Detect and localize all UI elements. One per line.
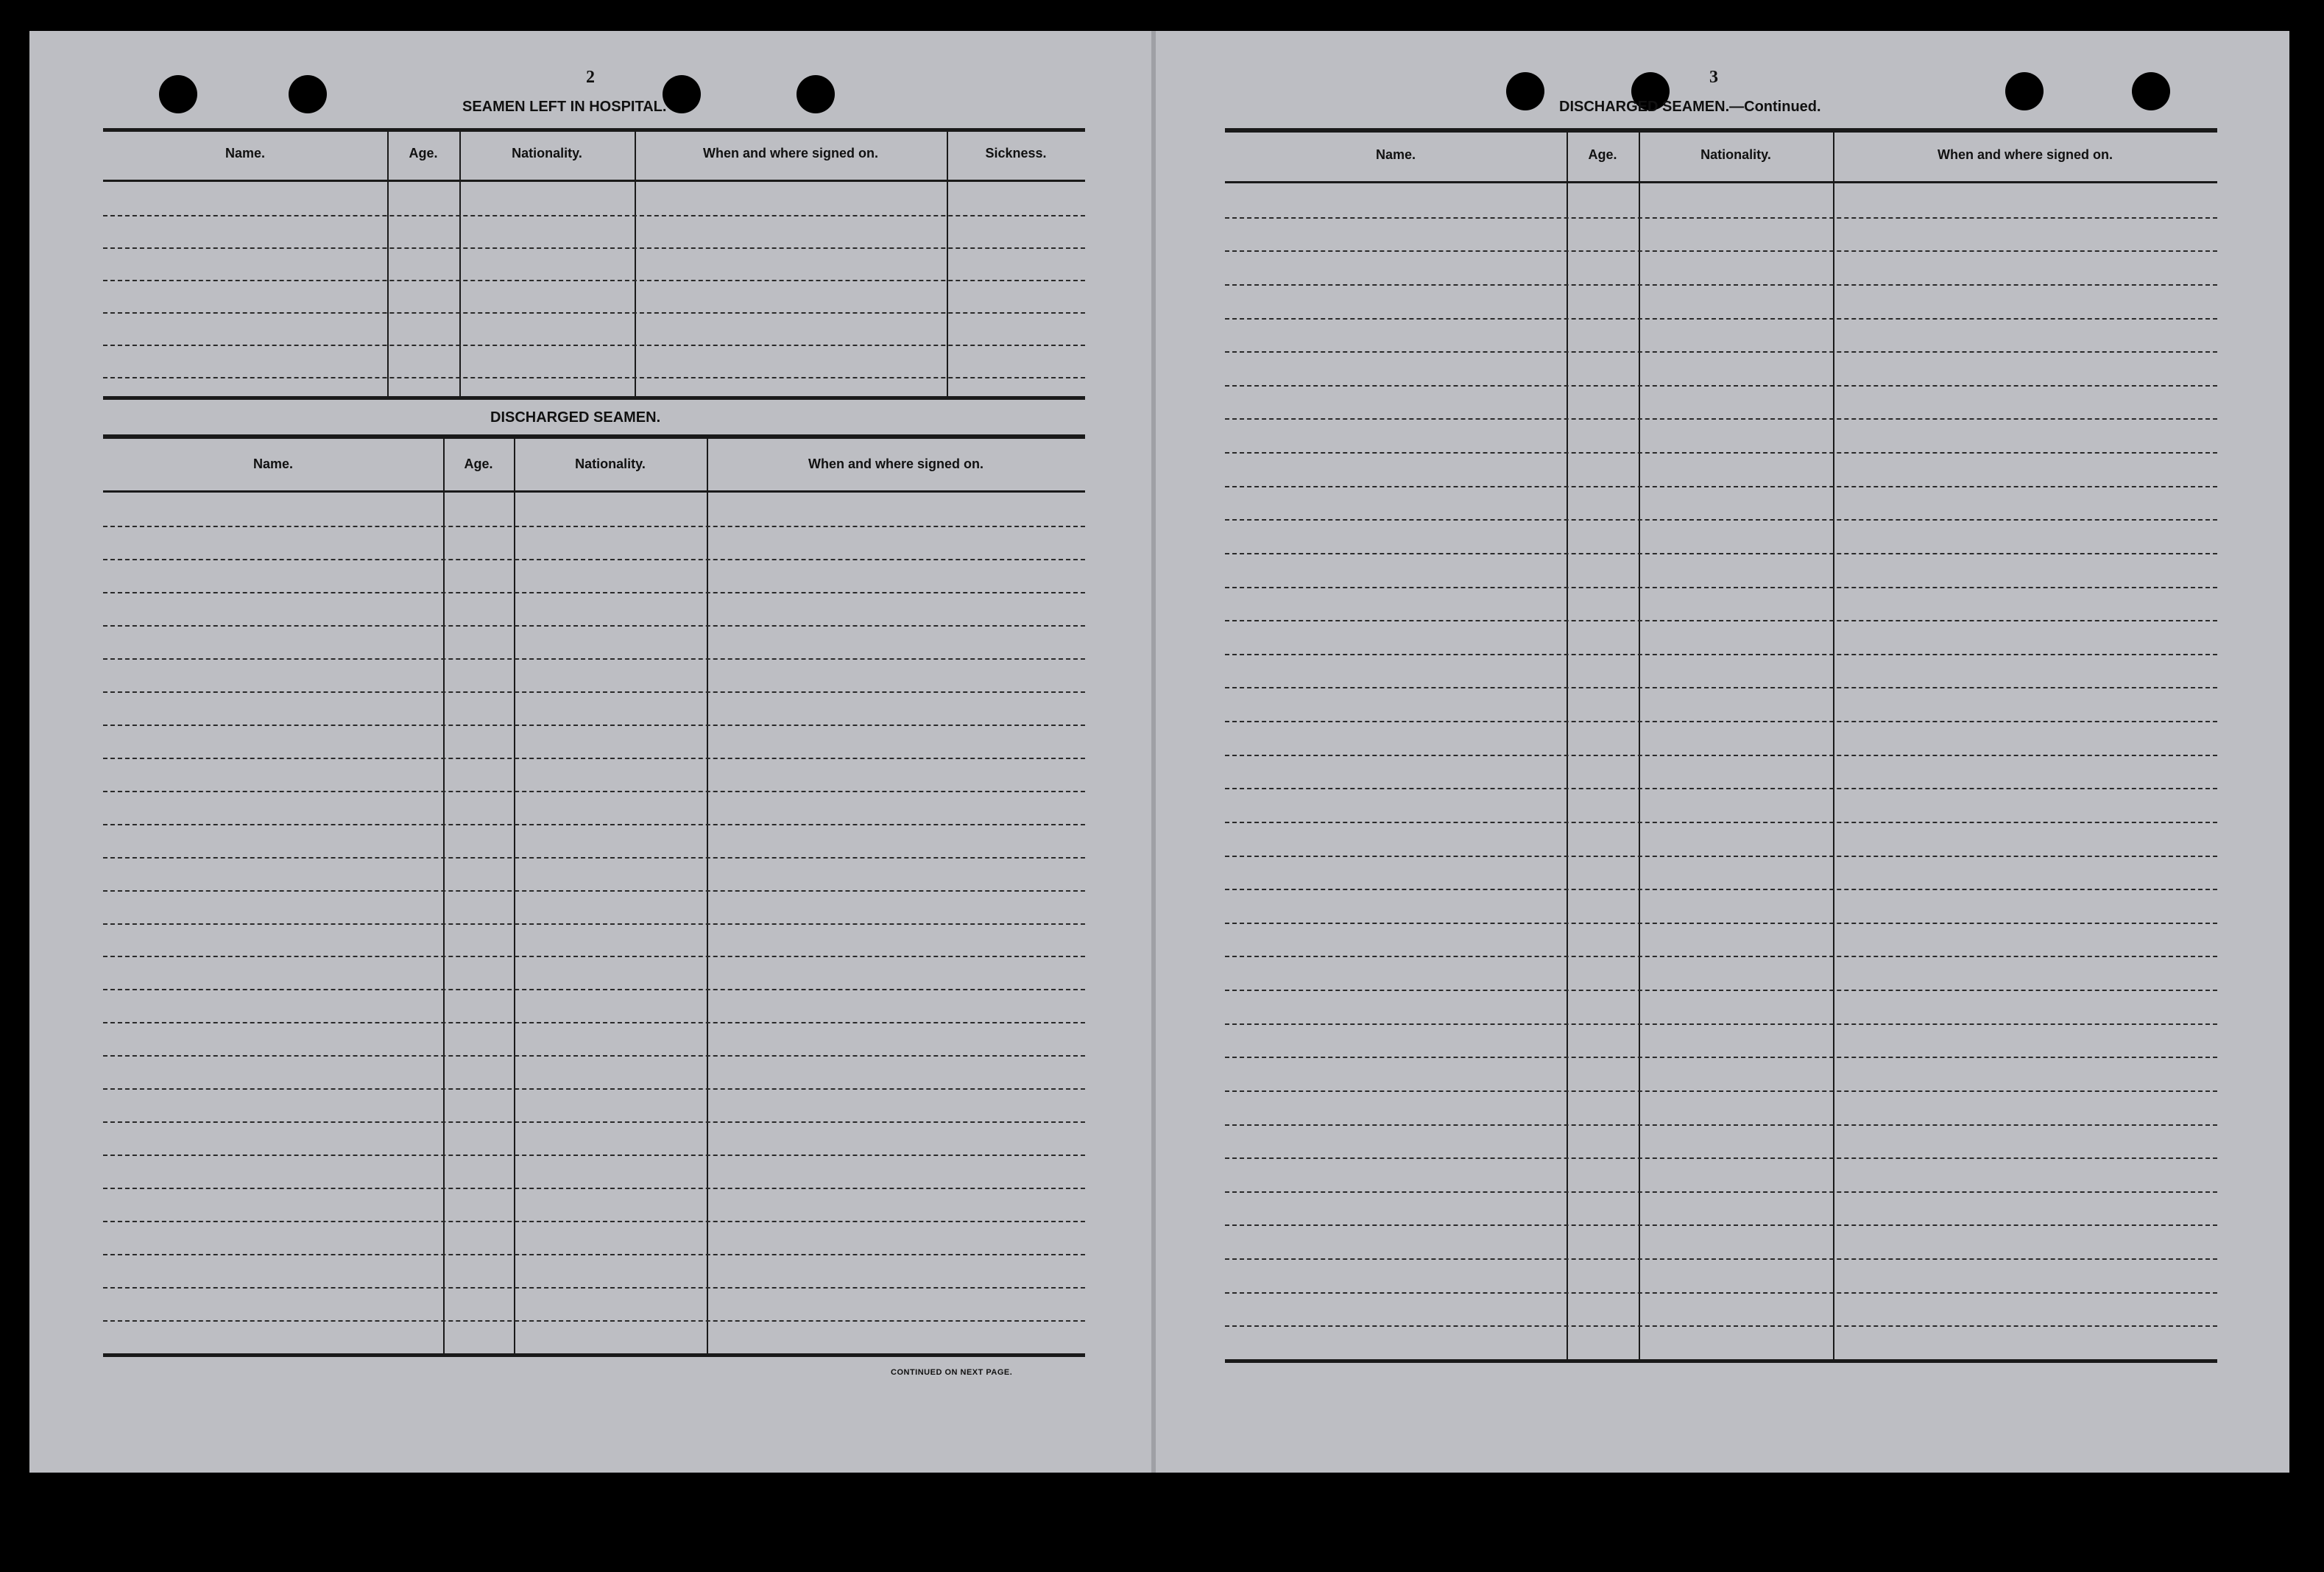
punch-hole <box>2005 72 2044 110</box>
discharged-entry-line[interactable] <box>103 1055 1085 1057</box>
hospital-entry-line[interactable] <box>103 377 1085 378</box>
discharged-entry-line[interactable] <box>103 1155 1085 1156</box>
discharged-entry-line[interactable] <box>103 1320 1085 1322</box>
continued-entry-line[interactable] <box>1225 217 2217 219</box>
discharged-entry-line[interactable] <box>103 1088 1085 1090</box>
continued-entry-line[interactable] <box>1225 889 2217 890</box>
hospital-entry-line[interactable] <box>103 215 1085 216</box>
continued-entry-line[interactable] <box>1225 1224 2217 1226</box>
continued-entry-line[interactable] <box>1225 553 2217 554</box>
continued-entry-line[interactable] <box>1225 956 2217 957</box>
continued-entry-line[interactable] <box>1225 923 2217 924</box>
discharged-entry-line[interactable] <box>103 956 1085 957</box>
discharged-entry-line[interactable] <box>103 1254 1085 1255</box>
discharged-entry-line[interactable] <box>103 625 1085 627</box>
discharged-col-age: Age. <box>464 457 493 471</box>
discharged-entry-line[interactable] <box>103 725 1085 726</box>
continued-entry-line[interactable] <box>1225 284 2217 286</box>
continued-entry-line[interactable] <box>1225 822 2217 823</box>
discharged-col-nationality: Nationality. <box>575 457 646 471</box>
discharged-table <box>103 434 1085 1359</box>
discharged-entry-line[interactable] <box>103 857 1085 859</box>
continued-entry-line[interactable] <box>1225 452 2217 454</box>
discharged-entry-line[interactable] <box>103 592 1085 593</box>
hospital-col-sickness: Sickness. <box>985 146 1047 161</box>
continued-entry-line[interactable] <box>1225 1325 2217 1327</box>
hospital-col-age: Age. <box>409 146 438 161</box>
discharged-continued-table <box>1225 128 2217 1365</box>
hospital-table <box>103 128 1085 401</box>
continued-entry-line[interactable] <box>1225 1090 2217 1092</box>
discharged-entry-line[interactable] <box>103 1221 1085 1222</box>
discharged-entry-line[interactable] <box>103 1188 1085 1189</box>
hospital-section-title: SEAMEN LEFT IN HOSPITAL. <box>462 99 667 115</box>
discharged-section-title: DISCHARGED SEAMEN. <box>490 409 661 426</box>
hospital-entry-line[interactable] <box>103 312 1085 314</box>
continued-entry-line[interactable] <box>1225 351 2217 353</box>
continued-entry-line[interactable] <box>1225 1124 2217 1126</box>
continued-entry-line[interactable] <box>1225 1023 2217 1025</box>
discharged-entry-line[interactable] <box>103 758 1085 759</box>
discharged-entry-line[interactable] <box>103 658 1085 660</box>
discharged-col-signed-on: When and where signed on. <box>808 457 984 471</box>
page-number-right: 3 <box>1709 68 1718 87</box>
continued-col-nationality: Nationality. <box>1700 147 1771 162</box>
hospital-entry-line[interactable] <box>103 247 1085 249</box>
discharged-entry-line[interactable] <box>103 989 1085 990</box>
discharged-entry-line[interactable] <box>103 559 1085 560</box>
punch-hole <box>797 75 835 113</box>
discharged-entry-line[interactable] <box>103 1022 1085 1023</box>
discharged-col-name: Name. <box>252 457 294 471</box>
discharged-entry-line[interactable] <box>103 1121 1085 1123</box>
discharged-entry-line[interactable] <box>103 890 1085 892</box>
discharged-entry-line[interactable] <box>103 791 1085 792</box>
continued-col-age: Age. <box>1588 147 1617 162</box>
continued-col-signed-on: When and where signed on. <box>1937 147 2113 162</box>
hospital-col-nationality: Nationality. <box>512 146 582 161</box>
punch-hole <box>159 75 197 113</box>
continued-entry-line[interactable] <box>1225 1057 2217 1058</box>
discharged-entry-line[interactable] <box>103 526 1085 527</box>
continued-entry-line[interactable] <box>1225 755 2217 756</box>
discharged-entry-line[interactable] <box>103 824 1085 825</box>
discharged-entry-line[interactable] <box>103 923 1085 925</box>
continued-entry-line[interactable] <box>1225 721 2217 722</box>
continued-col-name: Name. <box>1375 147 1416 162</box>
continued-entry-line[interactable] <box>1225 318 2217 320</box>
continued-entry-line[interactable] <box>1225 788 2217 789</box>
punch-hole <box>289 75 327 113</box>
continued-entry-line[interactable] <box>1225 620 2217 621</box>
continued-entry-line[interactable] <box>1225 1157 2217 1159</box>
continued-entry-line[interactable] <box>1225 654 2217 655</box>
hospital-entry-line[interactable] <box>103 345 1085 346</box>
continued-entry-line[interactable] <box>1225 519 2217 521</box>
page-number-left: 2 <box>586 68 595 87</box>
discharged-continued-title: DISCHARGED SEAMEN.—Continued. <box>1559 99 1821 115</box>
continued-entry-line[interactable] <box>1225 687 2217 688</box>
punch-hole <box>2132 72 2170 110</box>
continued-entry-line[interactable] <box>1225 587 2217 588</box>
continued-entry-line[interactable] <box>1225 990 2217 991</box>
continued-entry-line[interactable] <box>1225 1292 2217 1294</box>
continued-entry-line[interactable] <box>1225 1258 2217 1260</box>
hospital-col-name: Name. <box>225 146 266 161</box>
continued-note: CONTINUED ON NEXT PAGE. <box>891 1368 1013 1377</box>
discharged-entry-line[interactable] <box>103 1287 1085 1289</box>
continued-entry-line[interactable] <box>1225 385 2217 387</box>
continued-entry-line[interactable] <box>1225 856 2217 857</box>
continued-entry-line[interactable] <box>1225 418 2217 420</box>
continued-entry-line[interactable] <box>1225 250 2217 252</box>
continued-entry-line[interactable] <box>1225 486 2217 487</box>
hospital-entry-line[interactable] <box>103 280 1085 281</box>
discharged-entry-line[interactable] <box>103 691 1085 693</box>
punch-hole <box>663 75 701 113</box>
punch-hole <box>1506 72 1544 110</box>
hospital-col-signed-on: When and where signed on. <box>702 146 879 161</box>
continued-entry-line[interactable] <box>1225 1191 2217 1193</box>
